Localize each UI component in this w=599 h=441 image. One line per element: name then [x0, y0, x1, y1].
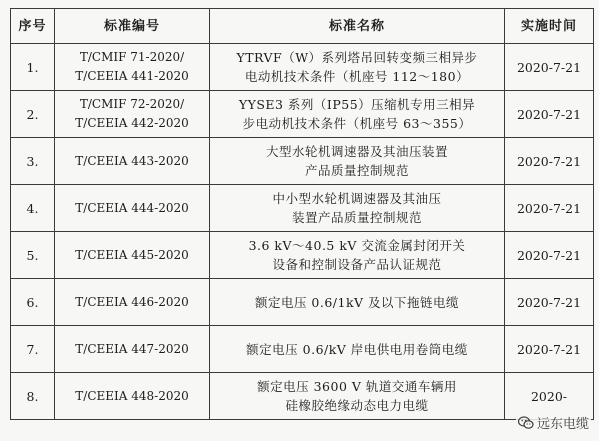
standard-name-line: 额定电压 3600 V 轨道交通车辆用	[257, 379, 457, 394]
standard-name-cell	[210, 185, 505, 232]
standard-name-line: 3.6 kV～40.5 kV 交流金属封闭开关	[248, 238, 466, 253]
implementation-date-cell: 2020-7-21	[505, 44, 594, 91]
standards-table	[10, 8, 594, 420]
standard-name-line: 中小型水轮机调速器及其油压	[272, 191, 442, 206]
standard-code-cell	[55, 326, 210, 373]
standard-code-cell	[55, 91, 210, 138]
standard-code-line: T/CMIF 72-2020/	[79, 97, 185, 111]
table-row	[11, 44, 594, 91]
table-row	[11, 279, 594, 326]
serial-number-cell: 2.	[11, 91, 55, 138]
implementation-date-cell: 2020-	[505, 373, 594, 420]
table-header-row	[11, 9, 594, 44]
standard-code-cell	[55, 373, 210, 420]
standard-code-line: T/CEEIA 444-2020	[75, 200, 189, 215]
table-row	[11, 326, 594, 373]
implementation-date-cell: 2020-7-21	[505, 91, 594, 138]
standard-name-cell	[210, 138, 505, 185]
standard-name-cell	[210, 326, 505, 373]
header-standard-code: 标准编号	[55, 9, 210, 44]
standard-name-cell	[210, 91, 505, 138]
source-watermark	[516, 412, 591, 433]
implementation-date-cell: 2020-7-21	[505, 326, 594, 373]
implementation-date-cell: 2020-7-21	[505, 232, 594, 279]
standard-code-cell	[55, 138, 210, 185]
standard-code-line: T/CEEIA 441-2020	[75, 69, 189, 83]
standard-name-line: 设备和控制设备产品认证规范	[272, 257, 442, 272]
table-row	[11, 185, 594, 232]
standard-name-line: 电动机技术条件（机座号 112～180）	[244, 69, 470, 84]
standards-table-container	[10, 8, 593, 420]
standard-code-line: T/CEEIA 446-2020	[75, 294, 189, 309]
standard-code-cell	[55, 279, 210, 326]
standard-code-line: T/CEEIA 448-2020	[75, 388, 189, 403]
standard-code-line: T/CEEIA 442-2020	[75, 116, 189, 130]
standard-code-line: T/CEEIA 445-2020	[75, 247, 189, 262]
serial-number-cell: 5.	[11, 232, 55, 279]
serial-number-cell: 7.	[11, 326, 55, 373]
header-standard-name: 标准名称	[210, 9, 505, 44]
implementation-date-cell: 2020-7-21	[505, 185, 594, 232]
header-serial-number: 序号	[11, 9, 55, 44]
standard-code-line: T/CMIF 71-2020/	[79, 50, 185, 64]
standard-name-line: 大型水轮机调速器及其油压装置	[265, 144, 448, 159]
table-body	[11, 44, 594, 420]
serial-number-cell: 1.	[11, 44, 55, 91]
standard-code-line: T/CEEIA 447-2020	[75, 341, 189, 356]
standard-name-line: YYSE3 系列（IP55）压缩机专用三相异	[238, 97, 476, 112]
serial-number-cell: 4.	[11, 185, 55, 232]
header-implementation-date: 实施时间	[505, 9, 594, 44]
serial-number-cell: 3.	[11, 138, 55, 185]
serial-number-cell: 8.	[11, 373, 55, 420]
standard-name-cell	[210, 44, 505, 91]
standard-name-line: 硅橡胶绝缘动态电力电缆	[285, 398, 429, 413]
standard-name-cell	[210, 232, 505, 279]
table-row	[11, 232, 594, 279]
standard-name-line: YTRVF（W）系列塔吊回转变频三相异步	[236, 50, 478, 65]
standard-name-line: 步电动机技术条件（机座号 63～355）	[242, 116, 472, 131]
standard-name-line: 产品质量控制规范	[304, 163, 409, 178]
standard-code-cell	[55, 185, 210, 232]
wechat-icon	[518, 416, 534, 430]
table-row	[11, 373, 594, 420]
standard-name-cell	[210, 373, 505, 420]
table-row	[11, 91, 594, 138]
standard-code-line: T/CEEIA 443-2020	[75, 153, 189, 168]
standard-name-line: 额定电压 0.6/kV 岸电供电用卷筒电缆	[246, 341, 468, 357]
watermark-text: 远东电缆	[536, 417, 589, 432]
standard-name-line: 装置产品质量控制规范	[291, 210, 422, 225]
standard-code-cell	[55, 232, 210, 279]
implementation-date-cell: 2020-7-21	[505, 279, 594, 326]
table-row	[11, 138, 594, 185]
serial-number-cell: 6.	[11, 279, 55, 326]
standard-name-cell	[210, 279, 505, 326]
standard-name-line: 额定电压 0.6/1kV 及以下拖链电缆	[254, 294, 460, 310]
standard-code-cell	[55, 44, 210, 91]
implementation-date-cell: 2020-7-21	[505, 138, 594, 185]
